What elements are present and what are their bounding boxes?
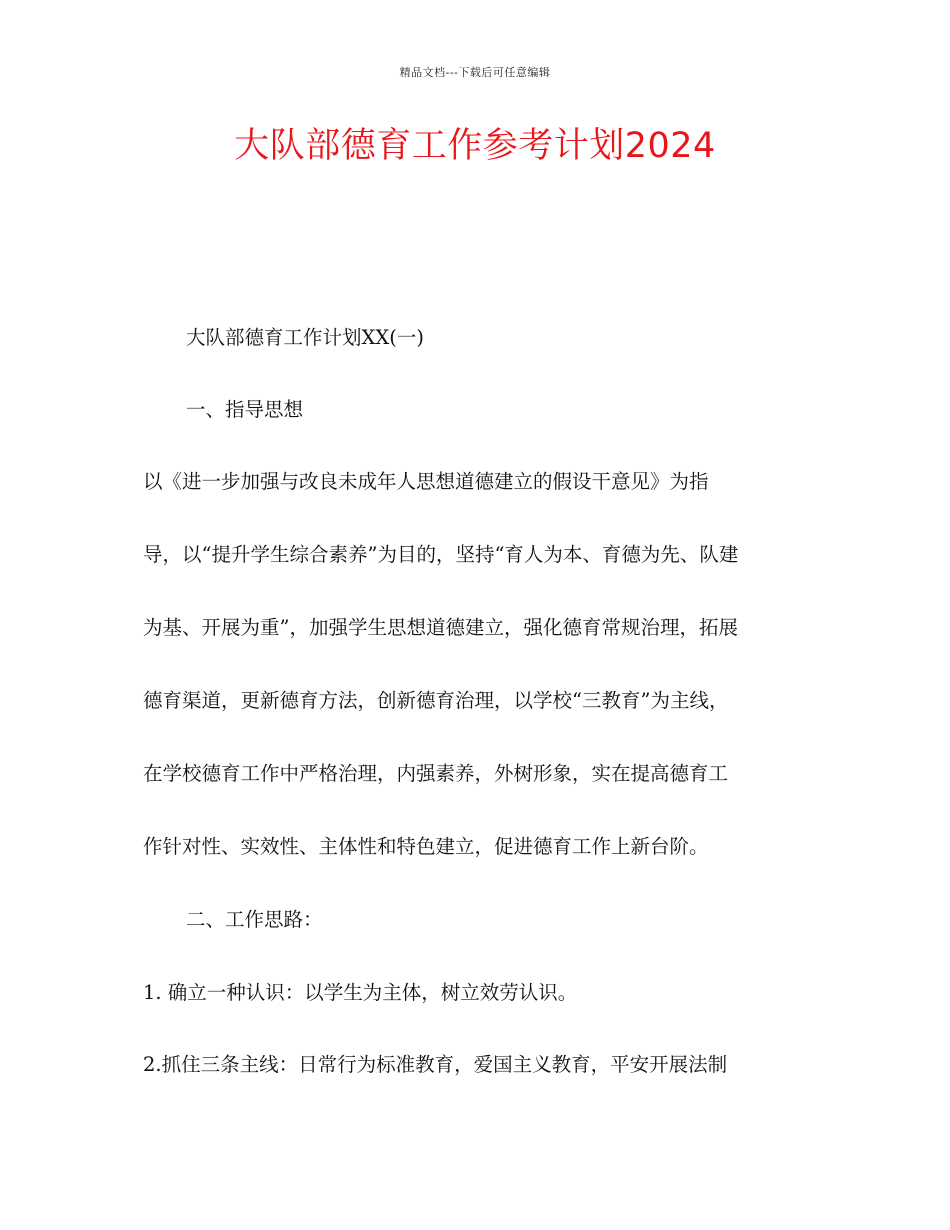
paragraph-line: 德育渠道，更新德育方法，创新德育治理，以学校“三教育”为主线， — [143, 689, 729, 712]
paragraph-line: 作针对性、实效性、主体性和特色建立，促进德育工作上新台阶。 — [143, 835, 709, 858]
list-item: 2.抓住三条主线：日常行为标准教育，爱国主义教育，平安开展法制 — [143, 1053, 728, 1076]
list-item: 1. 确立一种认识：以学生为主体，树立效劳认识。 — [143, 981, 578, 1004]
paragraph-line: 导，以“提升学生综合素养”为目的，坚持“育人为本、育德为先、队建 — [143, 543, 739, 566]
page-header-note: 精品文档---下载后可任意编辑 — [399, 66, 551, 79]
paragraph-line: 在学校德育工作中严格治理，内强素养，外树形象，实在提高德育工 — [143, 762, 729, 785]
section-subtitle: 大队部德育工作计划XX(一) — [186, 326, 424, 349]
paragraph-line: 为基、开展为重”，加强学生思想道德建立，强化德育常规治理，拓展 — [143, 616, 738, 639]
paragraph-line: 以《进一步加强与改良未成年人思想道德建立的假设干意见》为指 — [143, 470, 709, 493]
document-title: 大队部德育工作参考计划2024 — [234, 126, 716, 166]
section-heading-guiding-thought: 一、指导思想 — [186, 398, 304, 421]
section-heading-work-ideas: 二、工作思路： — [186, 908, 323, 931]
